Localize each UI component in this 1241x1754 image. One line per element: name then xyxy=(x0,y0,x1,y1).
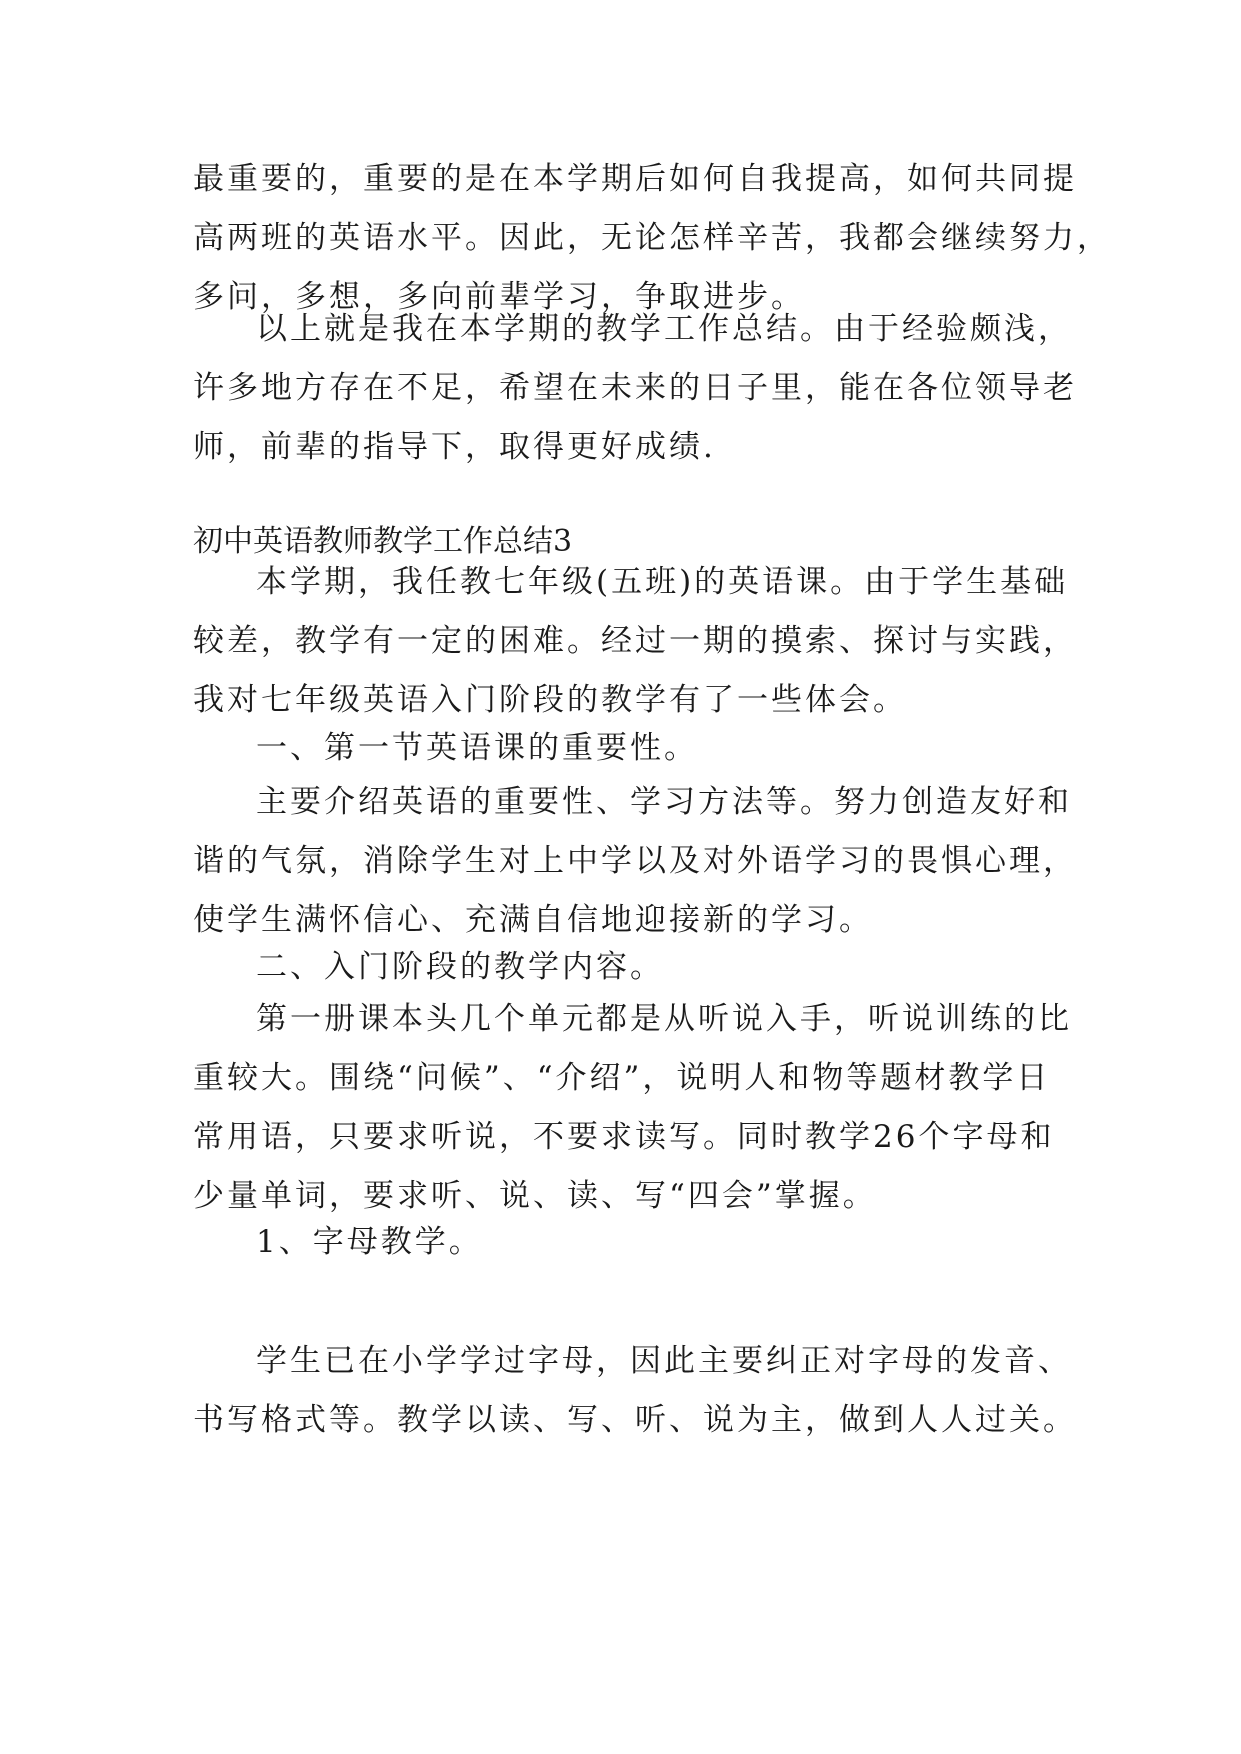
text-line: 较差，教学有一定的困难。经过一期的摸索、探讨与实践， xyxy=(193,623,1077,659)
text-line: 一、第一节英语课的重要性。 xyxy=(256,730,698,766)
heading-text: 初中英语教师教学工作总结3 xyxy=(193,524,573,559)
text-line: 主要介绍英语的重要性、学习方法等。努力创造友好和 xyxy=(256,784,1072,820)
text-line: 我对七年级英语入门阶段的教学有了一些体会。 xyxy=(193,682,907,718)
paragraph-intro xyxy=(193,553,1077,730)
text-line: 使学生满怀信心、充满自信地迎接新的学习。 xyxy=(193,902,873,938)
text-line: 以上就是我在本学期的教学工作总结。由于经验颇浅， xyxy=(256,311,1072,347)
text-line: 学生已在小学学过字母，因此主要纠正对字母的发音、 xyxy=(256,1343,1072,1379)
text-line: 书写格式等。教学以读、写、听、说为主，做到人人过关。 xyxy=(193,1402,1077,1438)
text-line: 二、入门阶段的教学内容。 xyxy=(256,949,664,985)
text-line: 本学期，我任教七年级(五班)的英语课。由于学生基础 xyxy=(256,564,1069,600)
subheading-1 xyxy=(193,719,1073,778)
text-line: 1、字母教学。 xyxy=(256,1224,483,1260)
text-line: 师，前辈的指导下，取得更好成绩. xyxy=(193,429,716,465)
paragraph-letters xyxy=(193,1332,1077,1450)
text-line: 最重要的，重要的是在本学期后如何自我提高，如何共同提 xyxy=(193,161,1077,197)
subheading-2 xyxy=(193,938,1073,997)
subheading-letters xyxy=(193,1213,1073,1272)
paragraph-content xyxy=(193,990,1073,1226)
text-line: 多问，多想，多向前辈学习，争取进步。 xyxy=(193,279,805,315)
text-line: 许多地方存在不足，希望在未来的日子里，能在各位领导老 xyxy=(193,370,1077,406)
paragraph-importance xyxy=(193,773,1077,950)
text-line: 重较大。围绕“问候”、“介绍”，说明人和物等题材教学日 xyxy=(193,1060,1051,1096)
text-line: 高两班的英语水平。因此，无论怎样辛苦，我都会继续努力， xyxy=(193,220,1111,256)
text-line: 第一册课本头几个单元都是从听说入手，听说训练的比 xyxy=(256,1001,1072,1037)
text-line: 少量单词，要求听、说、读、写“四会”掌握。 xyxy=(193,1178,877,1214)
paragraph-conclusion xyxy=(193,300,1077,477)
text-line: 谐的气氛，消除学生对上中学以及对外语学习的畏惧心理， xyxy=(193,843,1077,879)
text-line: 常用语，只要求听说，不要求读写。同时教学26个字母和 xyxy=(193,1119,1055,1155)
